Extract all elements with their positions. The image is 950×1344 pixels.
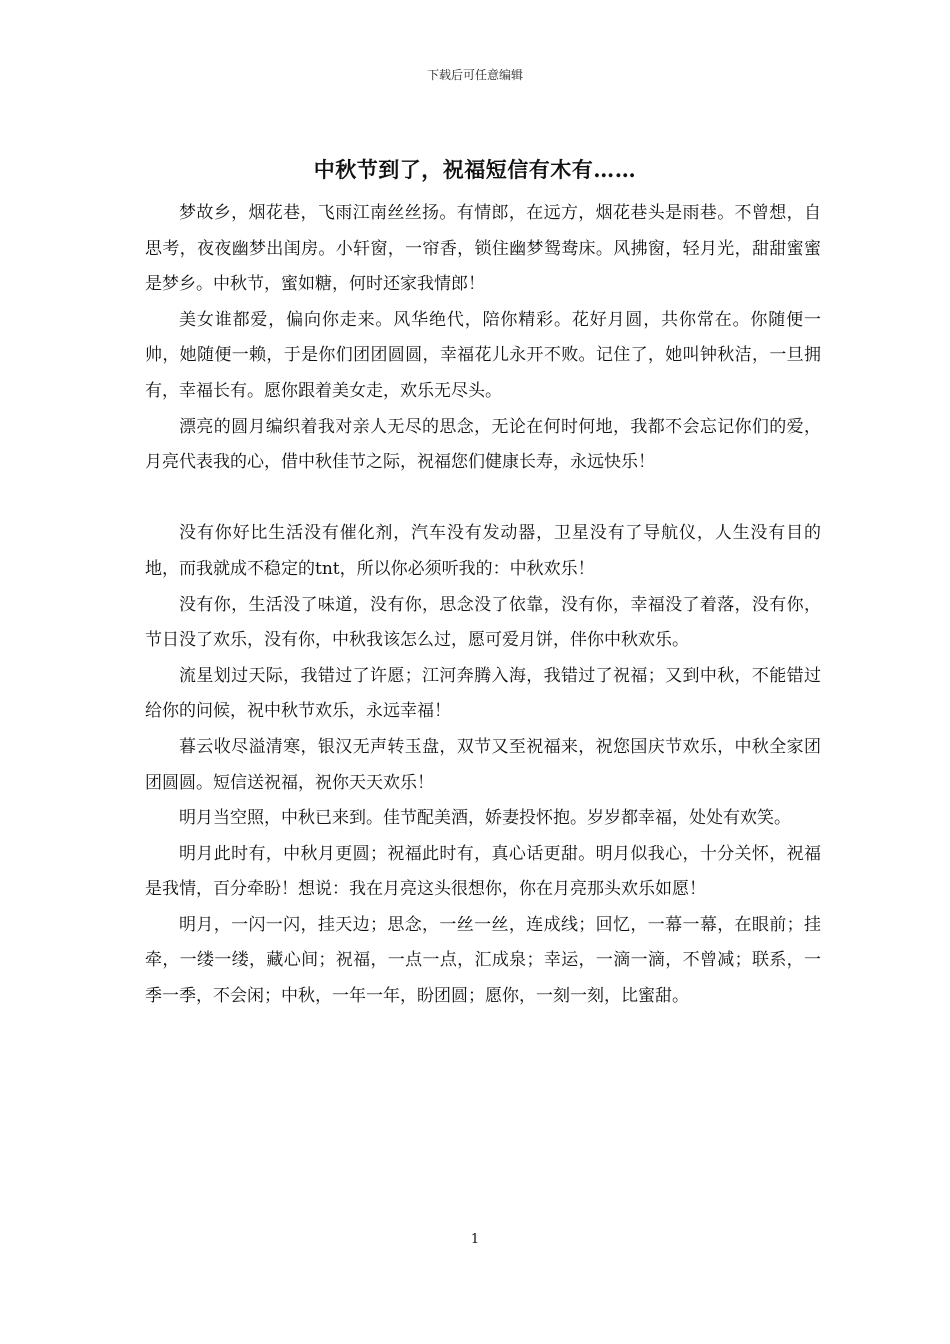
document-body	[145, 196, 821, 1015]
paragraph: 明月此时有，中秋月更圆；祝福此时有，真心话更甜。明月似我心，十分关怀，祝福是我情，百分牵盼！想说：我在月亮这头很想你，你在月亮那头欢乐如愿！	[145, 843, 821, 900]
paragraph: 梦故乡，烟花巷，飞雨江南丝丝扬。有情郎，在远方，烟花巷头是雨巷。不曾想，自思考，夜夜幽梦出闺房。小轩窗，一帘香，锁住幽梦鸳鸯床。风拂窗，轻月光，甜甜蜜蜜是梦乡。中秋节，蜜如糖，何时还家我情郎！	[145, 203, 821, 295]
paragraph: 暮云收尽溢清寒，银汉无声转玉盘，双节又至祝福来，祝您国庆节欢乐，中秋全家团团圆圆。短信送祝福，祝你天天欢乐！	[145, 736, 821, 793]
paragraph: 明月，一闪一闪，挂天边；思念，一丝一丝，连成线；回忆，一幕一幕，在眼前；挂牵，一缕一缕，藏心间；祝福，一点一点，汇成泉；幸运，一滴一滴，不曾减；联系，一季一季，不会闲；中秋，一年一年，盼团圆；愿你，一刻一刻，比蜜甜。	[145, 914, 821, 1007]
paragraph: 流星划过天际，我错过了许愿；江河奔腾入海，我错过了祝福；又到中秋，不能错过给你的问候，祝中秋节欢乐，永远幸福！	[145, 665, 821, 722]
page-number: 1	[470, 1232, 480, 1247]
paragraph: 美女谁都爱，偏向你走来。风华绝代，陪你精彩。花好月圆，共你常在。你随便一帅，她随便一赖，于是你们团团圆圆，幸福花儿永开不败。记住了，她叫钟秋洁，一旦拥有，幸福长有。愿你跟着美女走，欢乐无尽头。	[145, 309, 821, 401]
blank-line	[145, 481, 821, 517]
paragraph: 明月当空照，中秋已来到。佳节配美酒，娇妻投怀抱。岁岁都幸福，处处有欢笑。	[179, 808, 791, 829]
paragraph: 漂亮的圆月编织着我对亲人无尽的思念，无论在何时何地，我都不会忘记你们的爱，月亮代表我的心，借中秋佳节之际，祝福您们健康长寿，永远快乐！	[145, 416, 821, 473]
paragraph: 没有你，生活没了味道，没有你，思念没了依靠，没有你，幸福没了着落，没有你，节日没了欢乐，没有你，中秋我该怎么过，愿可爱月饼，伴你中秋欢乐。	[145, 594, 821, 651]
page-header: 下载后可任意编辑	[426, 68, 523, 82]
document-title: 中秋节到了，祝福短信有木有……	[313, 157, 637, 182]
paragraph: 没有你好比生活没有催化剂，汽车没有发动器，卫星没有了导航仪，人生没有目的地，而我就成不稳定的tnt，所以你必须听我的：中秋欢乐！	[145, 523, 821, 579]
